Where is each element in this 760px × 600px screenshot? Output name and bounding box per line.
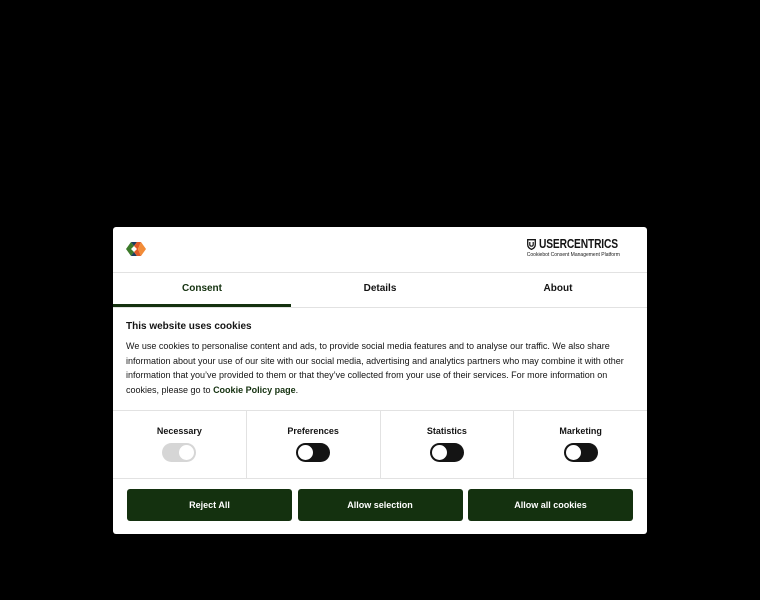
site-logo-icon: [126, 242, 146, 256]
toggle-marketing: [514, 411, 647, 478]
dialog-header: [113, 227, 647, 273]
statistics-switch[interactable]: [430, 443, 464, 462]
shield-icon: [527, 239, 536, 250]
necessary-switch: [162, 443, 196, 462]
preferences-switch[interactable]: [296, 443, 330, 462]
toggle-label-statistics: Statistics: [426, 426, 467, 436]
toggle-label-marketing: Marketing: [559, 426, 602, 436]
toggle-statistics: [381, 411, 515, 478]
consent-body-text: We use cookies to personalise content and ads, to provide social media features and to analyse our traffic. We also share information about your use of our site with our social media, advertising and analytics partners who may combine it with other information that you’ve provided to them or that they’ve collected from your use of their services. For more information on cookies, please go to: [126, 341, 624, 395]
tab-consent[interactable]: Consent: [113, 273, 291, 307]
allow-selection-button[interactable]: Allow selection: [298, 489, 463, 521]
toggle-preferences: [247, 411, 381, 478]
consent-body: [126, 339, 634, 397]
tab-details[interactable]: Details: [363, 283, 397, 294]
toggle-label-necessary: Necessary: [156, 426, 202, 436]
button-row: [113, 479, 647, 521]
consent-body-end: .: [295, 384, 299, 395]
marketing-switch[interactable]: [564, 443, 598, 462]
switch-knob: [566, 445, 581, 460]
brand-name: USERCENTRICS: [538, 237, 618, 251]
switch-knob: [298, 445, 313, 460]
consent-content: [113, 308, 647, 411]
reject-all-button[interactable]: Reject All: [127, 489, 292, 521]
allow-all-cookies-button[interactable]: Allow all cookies: [468, 489, 633, 521]
consent-heading: This website uses cookies: [126, 321, 252, 332]
brand-subtitle: Cookiebot Consent Management Platform: [526, 252, 620, 258]
toggle-necessary: [113, 411, 247, 478]
cookie-consent-dialog: [113, 227, 647, 534]
switch-knob: [432, 445, 447, 460]
consent-toggles: [113, 411, 647, 479]
tab-about[interactable]: About: [543, 283, 573, 294]
cookie-policy-link[interactable]: Cookie Policy page: [213, 384, 296, 395]
switch-knob: [179, 445, 194, 460]
tab-bar: [113, 273, 647, 308]
toggle-label-preferences: Preferences: [287, 426, 339, 436]
usercentrics-brand[interactable]: [527, 238, 635, 258]
